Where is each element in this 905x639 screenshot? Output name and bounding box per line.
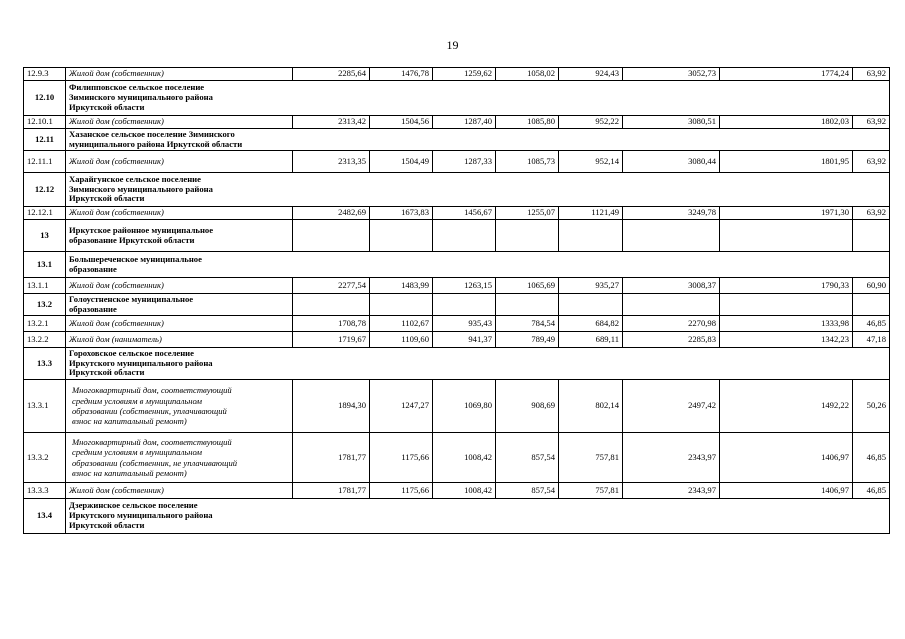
value-cell: 47,18	[853, 332, 890, 348]
value-cell: 941,37	[433, 332, 496, 348]
housing-type	[66, 380, 293, 433]
empty-cell	[370, 294, 433, 316]
table-row	[24, 151, 890, 173]
row-code: 12.11	[24, 129, 66, 151]
value-cell: 2285,83	[623, 332, 720, 348]
value-cell: 3249,78	[623, 207, 720, 220]
municipality-heading	[66, 81, 890, 116]
value-cell: 1504,49	[370, 151, 433, 173]
housing-type-line: Многоквартирный дом, соответствующий	[72, 385, 232, 396]
value-cell: 1971,30	[720, 207, 853, 220]
empty-cell	[623, 220, 720, 252]
value-cell: 1175,66	[370, 433, 433, 483]
empty-cell	[370, 220, 433, 252]
housing-type: Жилой дом (собственник)	[66, 151, 293, 173]
value-cell: 935,43	[433, 316, 496, 332]
table-row	[24, 294, 890, 316]
municipality-heading-line: Харайгунское сельское поселение	[69, 173, 201, 184]
value-cell: 935,27	[559, 278, 623, 294]
housing-type-line: образовании (собственник, не уплачивающий	[72, 457, 238, 468]
housing-type: Жилой дом (собственник)	[66, 207, 293, 220]
value-cell: 802,14	[559, 380, 623, 433]
municipality-heading-line: Голоустненское муниципальное	[69, 293, 194, 304]
table-row	[24, 68, 890, 81]
value-cell: 1175,66	[370, 483, 433, 499]
housing-type: Жилой дом (наниматель)	[66, 332, 293, 348]
housing-type: Жилой дом (собственник)	[66, 483, 293, 499]
row-code: 13.4	[24, 499, 66, 534]
value-cell: 1781,77	[293, 433, 370, 483]
table-row	[24, 433, 890, 483]
value-cell: 3008,37	[623, 278, 720, 294]
tariff-table	[23, 67, 890, 534]
value-cell: 63,92	[853, 151, 890, 173]
row-code: 12.9.3	[24, 68, 66, 81]
housing-type-line: взнос на капитальный ремонт)	[72, 416, 187, 427]
value-cell: 2285,64	[293, 68, 370, 81]
municipality-heading	[66, 499, 890, 534]
housing-type: Жилой дом (собственник)	[66, 68, 293, 81]
municipality-heading-line: Гороховское сельское поселение	[69, 347, 194, 358]
row-code: 12.10.1	[24, 116, 66, 129]
value-cell: 1406,97	[720, 433, 853, 483]
value-cell: 1790,33	[720, 278, 853, 294]
value-cell: 1109,60	[370, 332, 433, 348]
value-cell: 1504,56	[370, 116, 433, 129]
value-cell: 1333,98	[720, 316, 853, 332]
value-cell: 857,54	[496, 433, 559, 483]
housing-type-line: Многоквартирный дом, соответствующий	[72, 436, 232, 447]
value-cell: 1058,02	[496, 68, 559, 81]
value-cell: 1406,97	[720, 483, 853, 499]
housing-type: Жилой дом (собственник)	[66, 116, 293, 129]
value-cell: 2482,69	[293, 207, 370, 220]
housing-type-line: средним условиям в муниципальном	[72, 395, 202, 406]
value-cell: 1801,95	[720, 151, 853, 173]
row-code: 13.3.1	[24, 380, 66, 433]
municipality-heading	[66, 173, 890, 207]
table-row	[24, 81, 890, 116]
housing-type-line: средним условиям в муниципальном	[72, 447, 202, 458]
municipality-heading-line: образование Иркутской области	[69, 234, 195, 245]
value-cell: 63,92	[853, 207, 890, 220]
value-cell: 1673,83	[370, 207, 433, 220]
value-cell: 1483,99	[370, 278, 433, 294]
row-code: 13	[24, 220, 66, 252]
municipality-heading-line: Иркутской области	[69, 367, 145, 378]
value-cell: 1708,78	[293, 316, 370, 332]
housing-type: Жилой дом (собственник)	[66, 278, 293, 294]
value-cell: 1085,80	[496, 116, 559, 129]
value-cell: 684,82	[559, 316, 623, 332]
value-cell: 1287,40	[433, 116, 496, 129]
table-row	[24, 116, 890, 129]
municipality-heading	[66, 348, 890, 380]
row-code: 13.1	[24, 252, 66, 278]
table-row	[24, 207, 890, 220]
value-cell: 3080,51	[623, 116, 720, 129]
municipality-heading-line: Иркутского муниципального района	[69, 510, 213, 521]
table-row	[24, 499, 890, 534]
municipality-heading-line: Иркутской области	[69, 519, 145, 530]
row-code: 13.2.2	[24, 332, 66, 348]
value-cell: 689,11	[559, 332, 623, 348]
municipality-heading-line: Зиминского муниципального района	[69, 183, 213, 194]
municipality-heading-line: муниципального района Иркутской области	[69, 138, 243, 149]
value-cell: 2343,97	[623, 433, 720, 483]
value-cell: 1802,03	[720, 116, 853, 129]
value-cell: 1894,30	[293, 380, 370, 433]
value-cell: 63,92	[853, 68, 890, 81]
value-cell: 1069,80	[433, 380, 496, 433]
empty-cell	[433, 294, 496, 316]
value-cell: 857,54	[496, 483, 559, 499]
row-code: 13.3.2	[24, 433, 66, 483]
housing-type-line: взнос на капитальный ремонт)	[72, 467, 187, 478]
empty-cell	[559, 220, 623, 252]
municipality-heading-line: Иркутское районное муниципальное	[69, 224, 214, 235]
value-cell: 1342,23	[720, 332, 853, 348]
municipality-heading-line: образование	[69, 263, 117, 274]
empty-cell	[623, 294, 720, 316]
row-code: 13.3	[24, 348, 66, 380]
value-cell: 3052,73	[623, 68, 720, 81]
value-cell: 2270,98	[623, 316, 720, 332]
empty-cell	[496, 294, 559, 316]
empty-cell	[720, 220, 853, 252]
value-cell: 1255,07	[496, 207, 559, 220]
value-cell: 60,90	[853, 278, 890, 294]
value-cell: 46,85	[853, 483, 890, 499]
empty-cell	[496, 220, 559, 252]
value-cell: 2313,42	[293, 116, 370, 129]
value-cell: 46,85	[853, 433, 890, 483]
value-cell: 1085,73	[496, 151, 559, 173]
row-code: 12.10	[24, 81, 66, 116]
value-cell: 2343,97	[623, 483, 720, 499]
municipality-heading-line: Хазанское сельское поселение Зиминского	[69, 128, 235, 139]
value-cell: 1121,49	[559, 207, 623, 220]
row-code: 12.12	[24, 173, 66, 207]
municipality-heading-line: Большереченское муниципальное	[69, 253, 202, 264]
value-cell: 908,69	[496, 380, 559, 433]
value-cell: 1263,15	[433, 278, 496, 294]
municipality-heading	[66, 129, 890, 151]
table-row	[24, 332, 890, 348]
table-row	[24, 483, 890, 499]
municipality-heading	[66, 294, 293, 316]
municipality-heading-line: Филипповское сельское поселение	[69, 82, 205, 93]
row-code: 12.11.1	[24, 151, 66, 173]
housing-type: Жилой дом (собственник)	[66, 316, 293, 332]
value-cell: 1774,24	[720, 68, 853, 81]
page-number: 19	[446, 38, 459, 52]
value-cell: 757,81	[559, 433, 623, 483]
housing-type-line: образовании (собственник, уплачивающий	[72, 406, 227, 416]
row-code: 13.3.3	[24, 483, 66, 499]
value-cell: 1287,33	[433, 151, 496, 173]
table-row	[24, 252, 890, 278]
value-cell: 952,14	[559, 151, 623, 173]
table-row	[24, 278, 890, 294]
value-cell: 1247,27	[370, 380, 433, 433]
value-cell: 924,43	[559, 68, 623, 81]
row-code: 13.1.1	[24, 278, 66, 294]
municipality-heading-line: Зиминского муниципального района	[69, 92, 213, 103]
value-cell: 757,81	[559, 483, 623, 499]
municipality-heading	[66, 252, 890, 278]
table-row	[24, 220, 890, 252]
municipality-heading-line: Дзержинское сельское поселение	[69, 500, 198, 511]
municipality-heading-line: образование	[69, 303, 117, 314]
municipality-heading-line: Иркутской области	[69, 193, 145, 204]
municipality-heading	[66, 220, 293, 252]
value-cell: 789,49	[496, 332, 559, 348]
empty-cell	[433, 220, 496, 252]
value-cell: 50,26	[853, 380, 890, 433]
value-cell: 3080,44	[623, 151, 720, 173]
value-cell: 784,54	[496, 316, 559, 332]
value-cell: 1008,42	[433, 483, 496, 499]
table-row	[24, 173, 890, 207]
value-cell: 1102,67	[370, 316, 433, 332]
value-cell: 1065,69	[496, 278, 559, 294]
row-code: 13.2	[24, 294, 66, 316]
row-code: 13.2.1	[24, 316, 66, 332]
table-row	[24, 348, 890, 380]
value-cell: 1259,62	[433, 68, 496, 81]
value-cell: 1781,77	[293, 483, 370, 499]
municipality-heading-line: Иркутской области	[69, 101, 145, 112]
value-cell: 2277,54	[293, 278, 370, 294]
value-cell: 1492,22	[720, 380, 853, 433]
empty-cell	[720, 294, 853, 316]
empty-cell	[293, 220, 370, 252]
value-cell: 1476,78	[370, 68, 433, 81]
value-cell: 1456,67	[433, 207, 496, 220]
empty-cell	[853, 294, 890, 316]
table-row	[24, 129, 890, 151]
value-cell: 2313,35	[293, 151, 370, 173]
empty-cell	[293, 294, 370, 316]
empty-cell	[559, 294, 623, 316]
row-code: 12.12.1	[24, 207, 66, 220]
value-cell: 952,22	[559, 116, 623, 129]
value-cell: 63,92	[853, 116, 890, 129]
empty-cell	[853, 220, 890, 252]
value-cell: 46,85	[853, 316, 890, 332]
value-cell: 1719,67	[293, 332, 370, 348]
value-cell: 1008,42	[433, 433, 496, 483]
table-row	[24, 380, 890, 433]
housing-type	[66, 433, 293, 483]
value-cell: 2497,42	[623, 380, 720, 433]
table-row	[24, 316, 890, 332]
municipality-heading-line: Иркутского муниципального района	[69, 357, 213, 368]
